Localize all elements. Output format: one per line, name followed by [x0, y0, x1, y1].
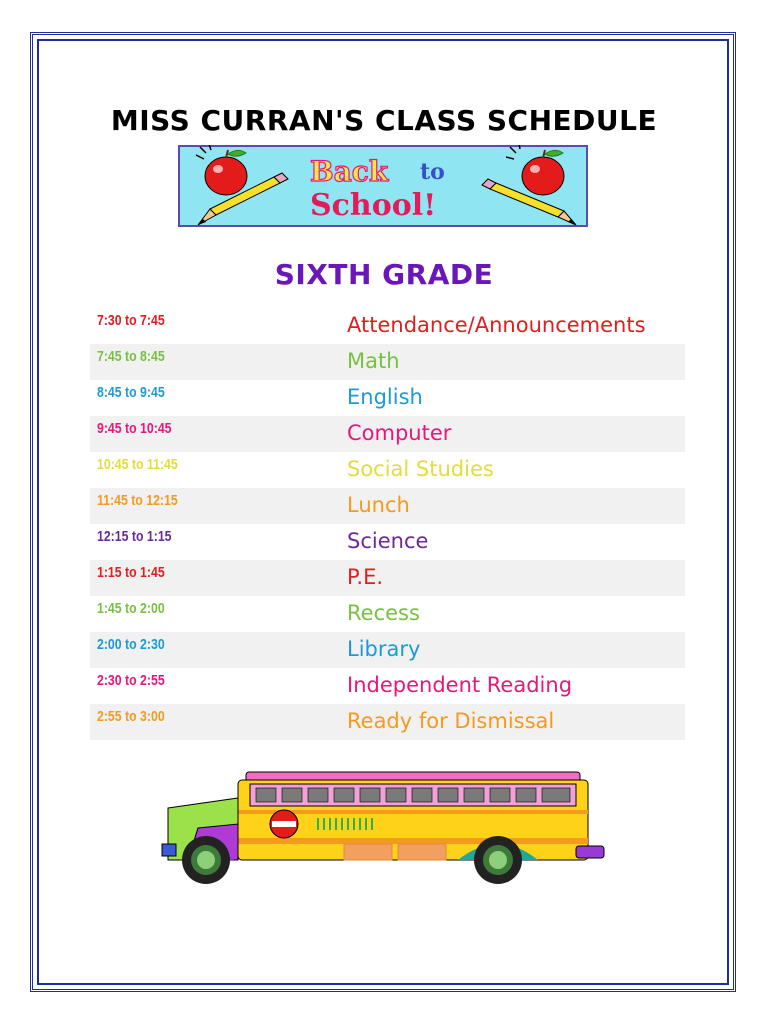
time-slot: 2:30 to 2:55 — [97, 672, 165, 689]
time-slot: 9:45 to 10:45 — [97, 420, 172, 437]
time-slot: 1:15 to 1:45 — [97, 564, 165, 581]
time-slot: 11:45 to 12:15 — [97, 492, 178, 509]
schedule-row — [90, 596, 685, 632]
time-slot: 10:45 to 11:45 — [97, 456, 178, 473]
time-slot: 7:45 to 8:45 — [97, 348, 165, 365]
grade-heading: SIXTH GRADE — [274, 258, 494, 291]
subject-label: Library — [347, 637, 421, 661]
time-slot: 7:30 to 7:45 — [97, 312, 165, 329]
subject-label: Math — [347, 349, 400, 373]
subject-label: Recess — [347, 601, 420, 625]
schedule-row — [90, 560, 685, 596]
schedule-row — [90, 308, 685, 344]
schedule-row — [90, 452, 685, 488]
subject-label: Attendance/Announcements — [347, 313, 646, 337]
schedule-row — [90, 704, 685, 740]
schedule-row — [90, 344, 685, 380]
schedule-row — [90, 524, 685, 560]
schedule-row — [90, 488, 685, 524]
schedule-row — [90, 416, 685, 452]
subject-label: Independent Reading — [347, 673, 573, 697]
school-bus-icon — [158, 768, 610, 886]
banner-word-school: School! — [310, 188, 437, 223]
time-slot: 1:45 to 2:00 — [97, 600, 165, 617]
subject-label: Social Studies — [347, 457, 494, 481]
page-title: MISS CURRAN'S CLASS SCHEDULE — [110, 104, 658, 137]
subject-label: English — [347, 385, 423, 409]
time-slot: 8:45 to 9:45 — [97, 384, 165, 401]
bus-wheel-rear — [474, 836, 522, 884]
subject-label: P.E. — [347, 565, 384, 589]
subject-label: Lunch — [347, 493, 410, 517]
banner-word-back: Back — [310, 155, 389, 188]
time-slot: 12:15 to 1:15 — [97, 528, 172, 545]
time-slot: 2:55 to 3:00 — [97, 708, 165, 725]
bus-wheel-front — [182, 836, 230, 884]
subject-label: Science — [347, 529, 429, 553]
subject-label: Computer — [347, 421, 452, 445]
schedule-row — [90, 668, 685, 704]
schedule-row — [90, 632, 685, 668]
schedule-table — [90, 308, 685, 740]
banner-word-to: to — [420, 159, 445, 185]
subject-label: Ready for Dismissal — [347, 709, 555, 733]
back-to-school-banner-icon — [178, 145, 588, 227]
schedule-row — [90, 380, 685, 416]
time-slot: 2:00 to 2:30 — [97, 636, 165, 653]
